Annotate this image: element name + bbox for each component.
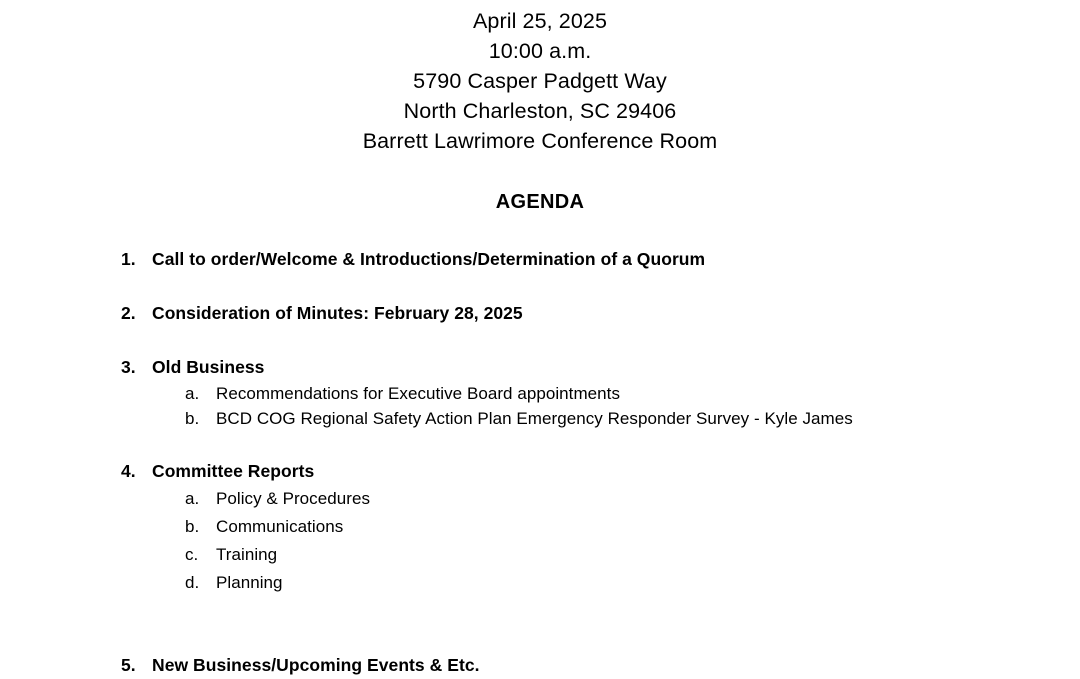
agenda-item-3-number: 3. (121, 357, 136, 377)
agenda-item-5-label: New Business/Upcoming Events & Etc. (152, 655, 480, 675)
agenda-heading: AGENDA (495, 191, 585, 213)
agenda-item-4 (0, 457, 1080, 597)
meeting-city-state-zip: North Charleston, SC 29406 (403, 99, 677, 123)
spacer-after-item-3 (0, 431, 1080, 457)
agenda-item-3-subitems (121, 381, 1080, 431)
agenda-item-3a-text: Recommendations for Executive Board appointments (216, 384, 620, 403)
agenda-item-4d (121, 569, 1080, 597)
spacer-after-item-1 (0, 273, 1080, 299)
meeting-header (0, 6, 1080, 156)
agenda-item-1-number: 1. (121, 249, 136, 269)
agenda-item-4d-text: Planning (216, 573, 283, 592)
agenda-item-3b-text: BCD COG Regional Safety Action Plan Emergency Responder Survey - Kyle James (216, 409, 853, 428)
agenda-item-4b (121, 513, 1080, 541)
agenda-item-1 (0, 245, 1080, 273)
agenda-item-3b-letter: b. (185, 409, 200, 428)
agenda-item-4d-letter: d. (185, 573, 200, 592)
agenda-item-4a-letter: a. (185, 489, 200, 508)
meeting-street-address: 5790 Casper Padgett Way (413, 69, 667, 93)
agenda-item-4b-text: Communications (216, 517, 344, 536)
agenda-item-2-label: Consideration of Minutes: February 28, 2025 (152, 303, 523, 323)
agenda-item-4a-text: Policy & Procedures (216, 489, 371, 508)
agenda-item-5-number: 5. (121, 655, 136, 675)
agenda-item-4a (121, 485, 1080, 513)
meeting-date: April 25, 2025 (472, 9, 608, 33)
agenda-item-4b-letter: b. (185, 517, 200, 536)
agenda-item-3a-letter: a. (185, 384, 200, 403)
spacer-after-item-2 (0, 327, 1080, 353)
meeting-time: 10:00 a.m. (488, 39, 592, 63)
agenda-item-2 (0, 299, 1080, 327)
agenda-item-3b (121, 406, 1080, 431)
agenda-item-4-number: 4. (121, 461, 136, 481)
agenda-item-2-heading (121, 299, 1080, 327)
agenda-item-3 (0, 353, 1080, 431)
agenda-item-4c-letter: c. (185, 545, 199, 564)
meeting-room: Barrett Lawrimore Conference Room (362, 129, 718, 153)
agenda-item-1-heading (121, 245, 1080, 273)
agenda-item-3-heading (121, 353, 1080, 381)
agenda-item-1-label: Call to order/Welcome & Introductions/Determination of a Quorum (152, 249, 706, 269)
agenda-item-4c-text: Training (216, 545, 278, 564)
spacer-after-item-4 (0, 597, 1080, 651)
agenda-item-3-label: Old Business (152, 357, 265, 377)
agenda-item-4-heading (121, 457, 1080, 485)
agenda-item-4-label: Committee Reports (152, 461, 315, 481)
agenda-item-3a (121, 381, 1080, 406)
agenda-item-2-number: 2. (121, 303, 136, 323)
agenda-item-4c (121, 541, 1080, 569)
agenda-item-list (0, 245, 1080, 679)
agenda-item-4-subitems (121, 485, 1080, 597)
